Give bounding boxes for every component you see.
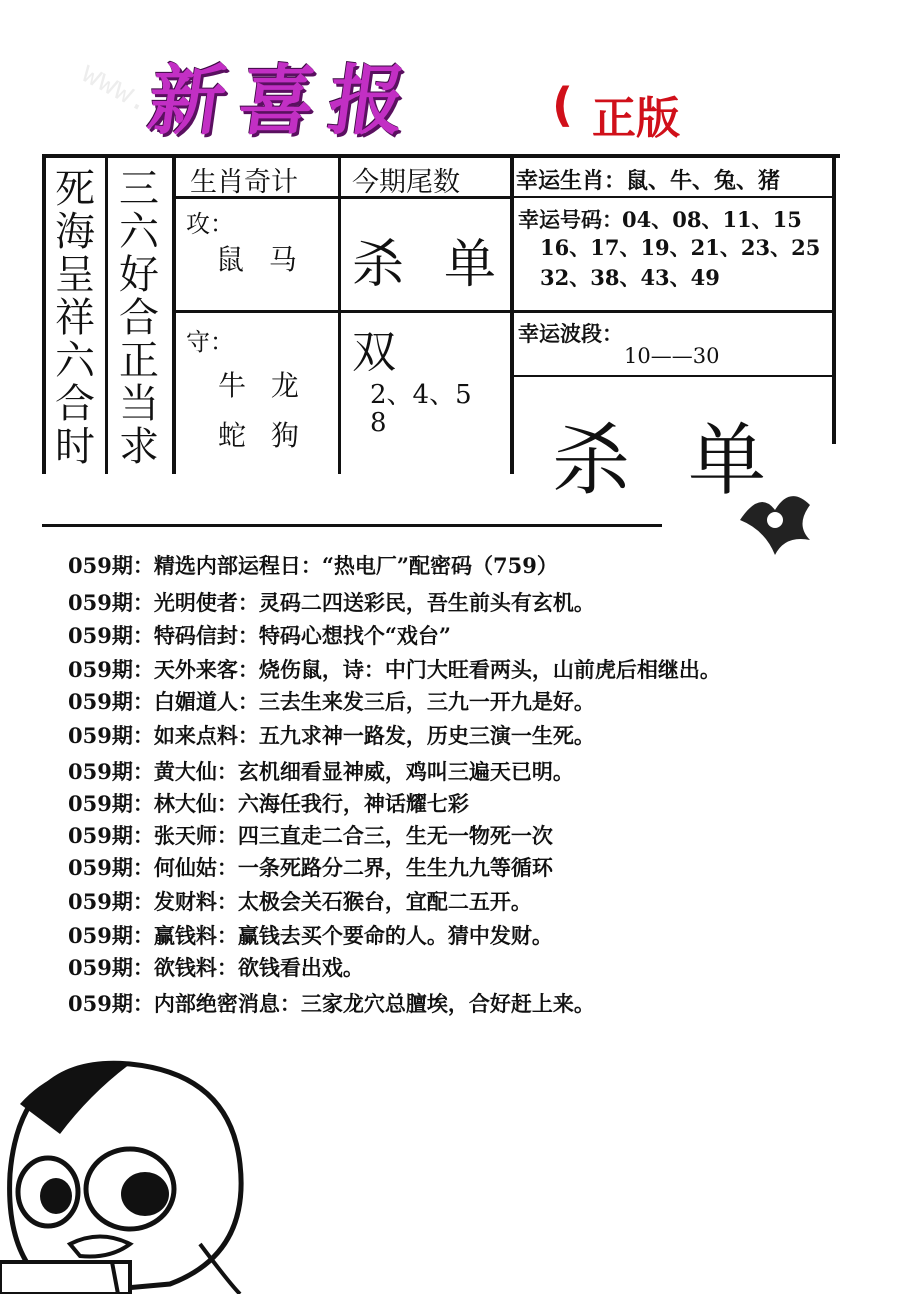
zodiac-header: 生肖奇计: [190, 167, 298, 198]
double-label: 双: [352, 327, 396, 378]
message-text: 林大仙：六海任我行，神话耀七彩: [153, 791, 469, 816]
message-row: [68, 952, 364, 982]
message-row: [68, 852, 553, 882]
message-text: 白媚道人：三去生来发三后，三九一开九是好。: [153, 689, 595, 714]
message-period: 059期：: [68, 855, 154, 880]
lucky-zodiac: 幸运生肖：鼠、牛、兔、猪: [516, 169, 781, 194]
message-row: [68, 550, 558, 580]
message-period: 059期：: [68, 759, 154, 784]
message-row: [68, 620, 451, 650]
message-text: 何仙姑：一条死路分二界，生生九九等循环: [153, 855, 553, 880]
defend-row2: 蛇 狗: [218, 419, 307, 452]
message-text: 黄大仙：玄机细看显神威，鸡叫三遍天已明。: [153, 759, 574, 784]
newspaper-title: 新喜报: [142, 56, 426, 145]
message-row: [68, 587, 595, 617]
message-row: [68, 820, 553, 850]
message-text: 天外来客：烧伤鼠，诗：中门大旺看两头，山前虎后相继出。: [153, 657, 721, 682]
poem-column-1: 死海呈祥六合时: [55, 166, 95, 470]
edition-paren: (: [552, 78, 574, 132]
wave-label: 幸运波段：: [518, 322, 623, 346]
message-text: 光明使者：灵码二四送彩民，吾生前头有玄机。: [153, 590, 595, 615]
tail-numbers-row1: 2、4、5: [370, 380, 472, 410]
message-period: 059期：: [68, 991, 154, 1016]
message-period: 059期：: [68, 889, 154, 914]
table-left-border: [42, 154, 46, 474]
kill-single-small: 杀单: [352, 235, 537, 295]
lucky-numbers-row3: 32、38、43、49: [540, 265, 720, 290]
message-period: 059期：: [68, 791, 154, 816]
middle-row-divider: [172, 310, 512, 313]
table-top-border: [42, 154, 840, 158]
message-row: [68, 886, 532, 916]
attack-label: 攻：: [186, 210, 234, 238]
message-period: 059期：: [68, 955, 154, 980]
message-period: 059期：: [68, 823, 154, 848]
message-row: [68, 720, 595, 750]
defend-label: 守：: [186, 328, 234, 356]
message-row: [68, 654, 721, 684]
message-text: 欲钱料：欲钱看出戏。: [153, 955, 364, 980]
message-row: [68, 988, 595, 1018]
message-period: 059期：: [68, 723, 154, 748]
message-text: 如来点料：五九求神一路发，历史三演一生死。: [153, 723, 595, 748]
col-divider-2: [172, 154, 176, 474]
col-divider-1: [105, 154, 108, 474]
tail-numbers-row2: 8: [370, 408, 387, 438]
message-row: [68, 920, 553, 950]
message-period: 059期：: [68, 590, 154, 615]
message-text: 内部绝密消息：三家龙穴总膻埃，合好赶上来。: [153, 991, 595, 1016]
edition-label: 正版: [592, 93, 680, 144]
tail-header: 今期尾数: [352, 167, 460, 198]
kill-single-big: 杀单: [552, 416, 825, 506]
message-period: 059期：: [68, 923, 154, 948]
watermark: www.: [76, 55, 157, 120]
message-period: 059期：: [68, 657, 154, 682]
middle-row-divider-right: [510, 310, 836, 313]
col-divider-3: [338, 154, 341, 474]
message-text: 张天师：四三直走二合三，生无一物死一次: [153, 823, 553, 848]
message-period: 059期：: [68, 623, 154, 648]
poem-column-2: 三六好合正当求: [119, 166, 159, 470]
header-row-divider-right: [510, 196, 836, 198]
message-row: [68, 788, 469, 818]
message-row: [68, 756, 574, 786]
message-text: 发财料：太极会关石猴台，宜配二五开。: [153, 889, 532, 914]
lucky-numbers-row1: 04、08、11、15: [622, 207, 802, 232]
message-text: 赢钱料：赢钱去买个要命的人。猜中发财。: [153, 923, 553, 948]
message-row: [68, 686, 595, 716]
section-divider: [42, 524, 662, 527]
wave-range: 10——30: [624, 344, 720, 368]
lucky-numbers-row2: 16、17、19、21、23、25: [540, 235, 821, 260]
message-period: 059期：: [68, 689, 154, 714]
cartoon-character-icon: [0, 1044, 260, 1294]
lucky-numbers-label: 幸运号码：: [518, 208, 623, 232]
message-text: 特码信封：特码心想找个“戏台”: [153, 623, 452, 648]
message-period: 059期：: [68, 553, 154, 578]
wave-row-divider: [512, 375, 834, 377]
col-divider-4: [510, 154, 514, 474]
attack-value: 鼠 马: [216, 243, 305, 276]
defend-row1: 牛 龙: [218, 369, 307, 402]
message-text: 精选内部运程日：“热电厂”配密码（759）: [153, 553, 558, 578]
